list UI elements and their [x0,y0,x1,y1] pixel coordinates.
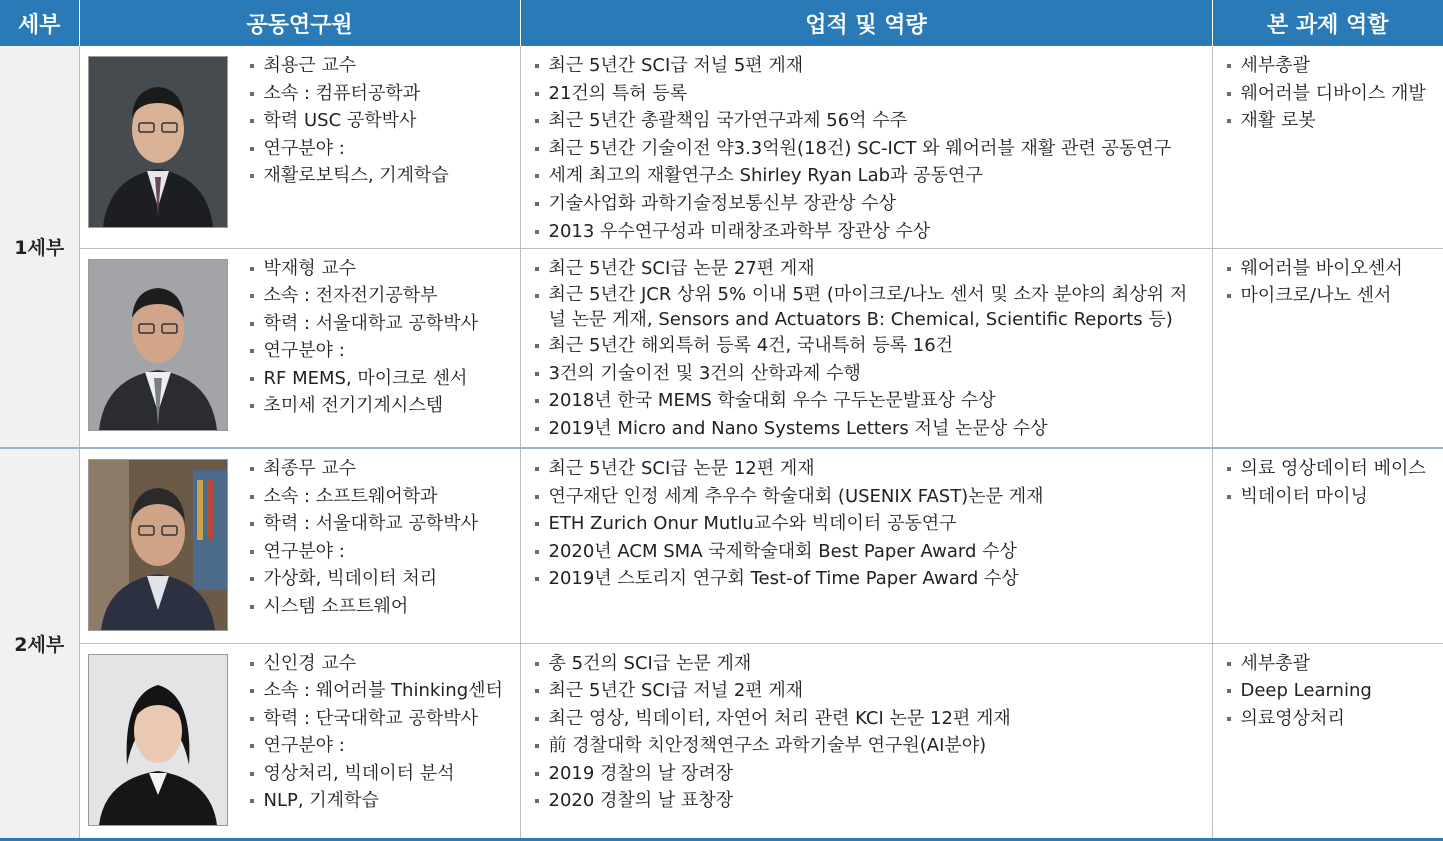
researcher-education: 학력 USC 공학박사 [250,107,449,135]
researcher-name: 신인경 교수 [250,650,503,678]
achievement-item: ETH Zurich Onur Mutlu교수와 빅데이터 공동연구 [535,510,1204,538]
researcher-field: 재활로보틱스, 기계학습 [250,162,449,190]
member-row [0,248,1443,448]
achievement-item: 2019년 Micro and Nano Systems Letters 저널 논문상 수상 [535,415,1204,443]
role-item: 웨어러블 바이오센서 [1227,255,1436,283]
researcher-cell [79,643,520,839]
role-item: 의료영상처리 [1227,705,1436,733]
role-item: 세부총괄 [1227,650,1436,678]
role-item: 빅데이터 마이닝 [1227,483,1436,511]
achievement-item: 최근 5년간 SCI급 논문 27편 게재 [535,255,1204,283]
researcher-education: 학력 : 서울대학교 공학박사 [250,510,479,538]
role-cell [1212,46,1443,248]
researcher-field: 시스템 소프트웨어 [250,593,479,621]
achievement-item: 21건의 특허 등록 [535,80,1204,108]
researcher-photo [88,459,228,631]
researcher-name: 박재형 교수 [250,255,479,283]
achievement-item: 최근 5년간 해외특허 등록 4건, 국내특허 등록 16건 [535,332,1204,360]
researcher-photo [88,654,228,826]
researcher-affiliation: 소속 : 컴퓨터공학과 [250,80,449,108]
researcher-education: 학력 : 단국대학교 공학박사 [250,705,503,733]
achievement-item: 총 5건의 SCI급 논문 게재 [535,650,1204,678]
researcher-cell [79,248,520,448]
researcher-affiliation: 소속 : 소프트웨어학과 [250,483,479,511]
achievements-cell [520,643,1212,839]
achievement-item: 기술사업화 과학기술정보통신부 장관상 수상 [535,190,1204,218]
achievement-item: 2020 경찰의 날 표창장 [535,787,1204,815]
achievement-item: 최근 5년간 SCI급 저널 5편 게재 [535,52,1204,80]
researcher-field-label: 연구분야 : [250,135,449,163]
researcher-name: 최용근 교수 [250,52,449,80]
achievement-item: 최근 영상, 빅데이터, 자연어 처리 관련 KCI 논문 12편 게재 [535,705,1204,733]
achievements-cell [520,248,1212,448]
header-researcher: 공동연구원 [79,0,520,46]
role-cell [1212,448,1443,643]
role-item: 마이크로/나노 센서 [1227,282,1436,310]
achievements-cell [520,448,1212,643]
achievement-item: 2019 경찰의 날 장려장 [535,760,1204,788]
role-item: 웨어러블 디바이스 개발 [1227,80,1436,108]
header-section: 세부 [0,0,79,46]
achievement-item: 2018년 한국 MEMS 학술대회 우수 구두논문발표상 수상 [535,387,1204,415]
achievement-item: 최근 5년간 SCI급 논문 12편 게재 [535,455,1204,483]
researcher-cell [79,448,520,643]
achievement-item: 최근 5년간 SCI급 저널 2편 게재 [535,677,1204,705]
researcher-cell [79,46,520,248]
researcher-field: 영상처리, 빅데이터 분석 [250,760,503,788]
achievement-item: 2020년 ACM SMA 국제학술대회 Best Paper Award 수상 [535,538,1204,566]
researcher-field-label: 연구분야 : [250,732,503,760]
role-item: 의료 영상데이터 베이스 [1227,455,1436,483]
researcher-field: 초미세 전기기계시스템 [250,392,479,420]
role-item: 재활 로봇 [1227,107,1436,135]
section-label: 2세부 [0,448,79,839]
role-item: Deep Learning [1227,677,1436,705]
achievement-item: 연구재단 인정 세계 추우수 학술대회 (USENIX FAST)논문 게재 [535,483,1204,511]
member-row [0,448,1443,643]
achievement-item: 최근 5년간 총괄책임 국가연구과제 56억 수주 [535,107,1204,135]
achievement-item: 세계 최고의 재활연구소 Shirley Ryan Lab과 공동연구 [535,162,1204,190]
role-cell [1212,643,1443,839]
researcher-field: RF MEMS, 마이크로 센서 [250,365,479,393]
achievements-cell [520,46,1212,248]
section-label: 1세부 [0,46,79,448]
researcher-photo [88,259,228,431]
achievement-item: 2013 우수연구성과 미래창조과학부 장관상 수상 [535,218,1204,246]
header-row [0,0,1443,46]
achievement-item: 최근 5년간 JCR 상위 5% 이내 5편 (마이크로/나노 센서 및 소자 분야의 최상위 저널 논문 게재, Sensors and Actuators B: Chemical, Scientific Reports 등) [535,282,1204,332]
role-cell [1212,248,1443,448]
researcher-field-label: 연구분야 : [250,538,479,566]
researcher-affiliation: 소속 : 전자전기공학부 [250,282,479,310]
researcher-field: NLP, 기계학습 [250,787,503,815]
role-item: 세부총괄 [1227,52,1436,80]
achievement-item: 3건의 기술이전 및 3건의 산학과제 수행 [535,360,1204,388]
researcher-field-label: 연구분야 : [250,337,479,365]
achievement-item: 최근 5년간 기술이전 약3.3억원(18건) SC-ICT 와 웨어러블 재활 관련 공동연구 [535,135,1204,163]
member-row [0,643,1443,839]
researcher-education: 학력 : 서울대학교 공학박사 [250,310,479,338]
researcher-field: 가상화, 빅데이터 처리 [250,565,479,593]
researcher-affiliation: 소속 : 웨어러블 Thinking센터 [250,677,503,705]
member-row [0,46,1443,248]
researcher-name: 최종무 교수 [250,455,479,483]
header-achievements: 업적 및 역량 [520,0,1212,46]
header-role: 본 과제 역할 [1212,0,1443,46]
achievement-item: 前 경찰대학 치안정책연구소 과학기술부 연구원(AI분야) [535,732,1204,760]
achievement-item: 2019년 스토리지 연구회 Test-of Time Paper Award 수상 [535,565,1204,593]
researcher-photo [88,56,228,228]
